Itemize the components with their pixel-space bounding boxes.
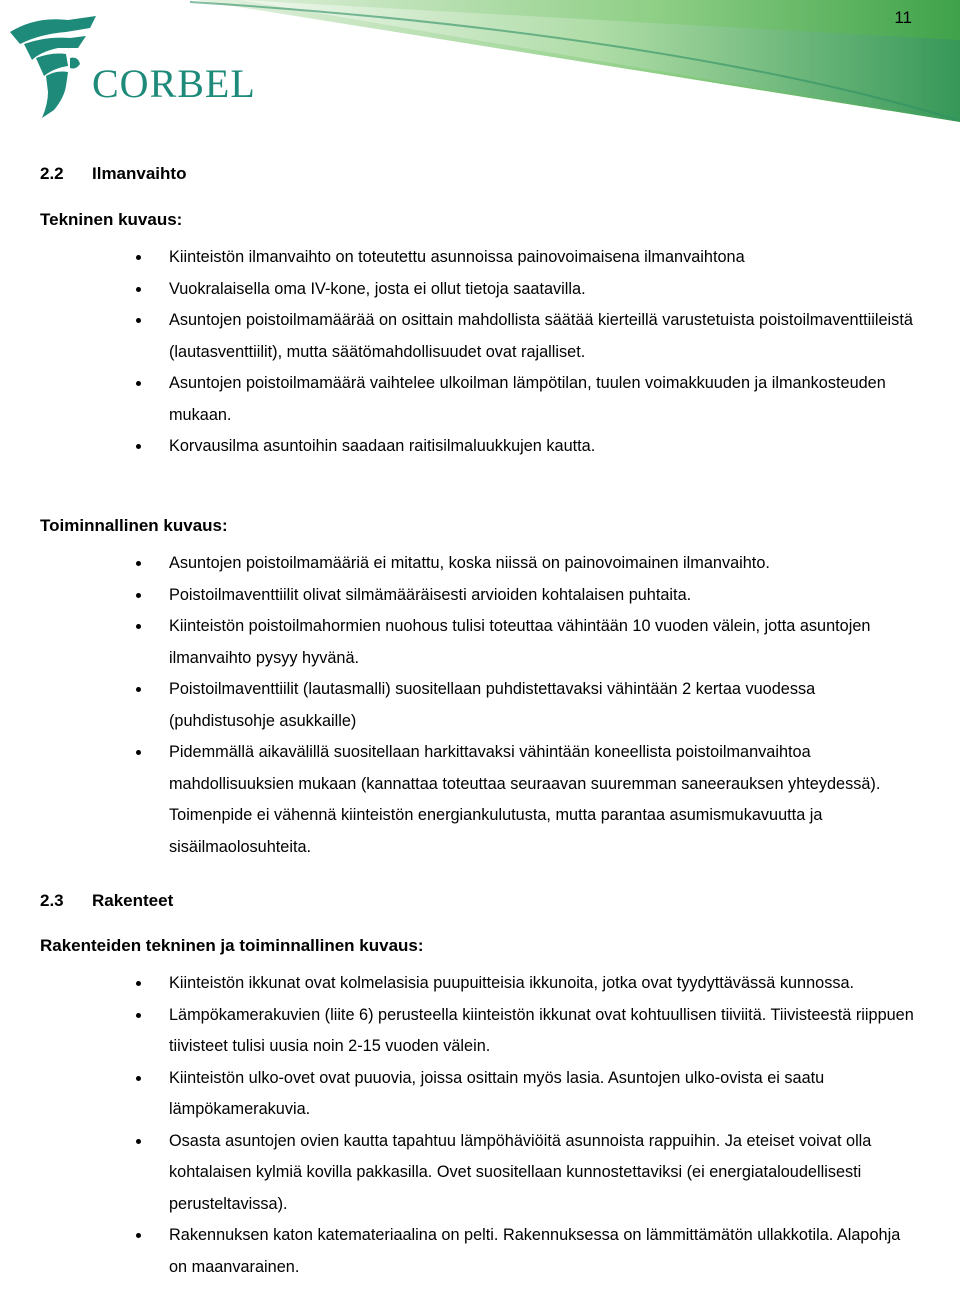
list-item: Kiinteistön ulko-ovet ovat puuovia, joissa osittain myös lasia. Asuntojen ulko-ovista ei saatu lämpökamerakuvia.	[0, 1063, 920, 1126]
list-item: Rakennuksen katon katemateriaalina on pelti. Rakennuksessa on lämmittämätön ullakkotila. Alapohja on maanvarainen.	[0, 1220, 920, 1283]
logo-text: CORBEL	[92, 61, 256, 106]
subheading-structures: Rakenteiden tekninen ja toiminnallinen kuvaus:	[40, 936, 424, 955]
section-heading-ventilation	[40, 164, 186, 184]
list-item: Asuntojen poistoilmamäärä vaihtelee ulkoilman lämpötilan, tuulen voimakkuuden ja ilmankosteuden mukaan.	[0, 368, 920, 431]
functional-list	[0, 548, 920, 863]
subheading-functional: Toiminnallinen kuvaus:	[40, 516, 228, 535]
list-item: Korvausilma asuntoihin saadaan raitisilmaluukkujen kautta.	[0, 431, 920, 463]
list-item: Kiinteistön poistoilmahormien nuohous tulisi toteuttaa vähintään 10 vuoden välein, jotta asuntojen ilmanvaihto pysyy hyvänä.	[0, 611, 920, 674]
list-item: Kiinteistön ikkunat ovat kolmelasisia puupuitteisia ikkunoita, jotka ovat tyydyttävässä kunnossa.	[0, 968, 920, 1000]
subheading-technical: Tekninen kuvaus:	[40, 210, 183, 229]
corbel-logo-icon	[6, 14, 102, 122]
list-item: Asuntojen poistoilmamääriä ei mitattu, koska niissä on painovoimainen ilmanvaihto.	[0, 548, 920, 580]
list-item: Kiinteistön ilmanvaihto on toteutettu asunnoissa painovoimaisena ilmanvaihtona	[0, 242, 920, 274]
list-item: Poistoilmaventtiilit (lautasmalli) suositellaan puhdistettavaksi vähintään 2 kertaa vuodessa (puhdistusohje asukkaille)	[0, 674, 920, 737]
section-number: 2.3	[40, 891, 64, 910]
list-item: Pidemmällä aikavälillä suositellaan harkittavaksi vähintään koneellista poistoilmanvaihtoa mahdollisuuksien mukaan (kannattaa toteuttaa seuraavan suuremman saneerauksen yhteydessä). Toimenpide ei vähennä kiinteistön energiankulutusta, mutta parantaa asumismukavuutta ja sisäilmaolosuhteita.	[0, 737, 920, 863]
section-heading-structures	[40, 891, 173, 911]
section-number: 2.2	[40, 164, 64, 183]
structures-list	[0, 968, 920, 1283]
list-item: Osasta asuntojen ovien kautta tapahtuu lämpöhäviöitä asunnoista rappuihin. Ja eteiset voivat olla kohtalaisen kylmiä kovilla pakkasilla. Ovet suositellaan kunnostettaviksi (ei energiataloudellisesti perusteltavissa).	[0, 1126, 920, 1221]
technical-list	[0, 242, 920, 463]
list-item: Lämpökamerakuvien (liite 6) perusteella kiinteistön ikkunat ovat kohtuullisen tiiviitä. Tiivisteestä riippuen tiivisteet tulisi uusia noin 2-15 vuoden välein.	[0, 1000, 920, 1063]
section-title: Ilmanvaihto	[92, 164, 187, 183]
list-item: Asuntojen poistoilmamäärää on osittain mahdollista säätää kierteillä varustetuista poistoilmaventtiileistä (lautasventtiilit), mutta säätömahdollisuudet ovat rajalliset.	[0, 305, 920, 368]
list-item: Poistoilmaventtiilit olivat silmämääräisesti arvioiden kohtalaisen puhtaita.	[0, 580, 920, 612]
section-title: Rakenteet	[92, 891, 174, 910]
page-number: 11	[894, 8, 912, 27]
list-item: Vuokralaisella oma IV-kone, josta ei ollut tietoja saatavilla.	[0, 274, 920, 306]
